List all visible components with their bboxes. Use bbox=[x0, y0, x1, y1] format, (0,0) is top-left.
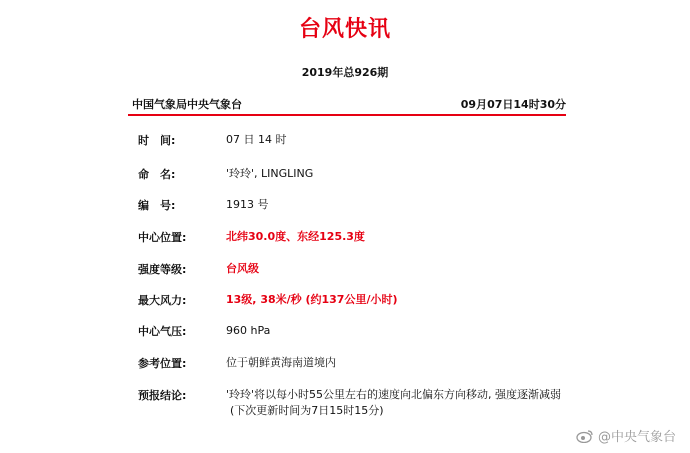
row-value: 1913 号 bbox=[226, 198, 269, 211]
row-label: 中心位置: bbox=[138, 231, 187, 244]
row-value: '玲玲', LINGLING bbox=[226, 167, 314, 180]
row-value: 13级, 38米/秒 (约137公里/小时) bbox=[226, 293, 398, 306]
issue-time: 09月07日14时30分 bbox=[460, 98, 566, 111]
agency-name: 中国气象局中央气象台 bbox=[132, 98, 242, 111]
next-update-note: (下次更新时间为7日15时15分) bbox=[230, 404, 384, 417]
forecast-text: '玲玲'将以每小时55公里左右的速度向北偏东方向移动, 强度逐渐减弱 bbox=[226, 388, 562, 401]
page-title: 台风快讯 bbox=[298, 17, 391, 42]
row-label: 命 名: bbox=[138, 168, 176, 181]
row-value: 07 日 14 时 bbox=[226, 133, 287, 146]
row-label: 强度等级: bbox=[138, 263, 187, 276]
watermark-text: @中央气象台 bbox=[597, 430, 676, 445]
header-divider bbox=[128, 114, 566, 116]
row-label: 时 间: bbox=[138, 134, 176, 147]
row-value: 960 hPa bbox=[226, 324, 271, 337]
issue-number: 2019年总926期 bbox=[301, 66, 389, 79]
row-label: 最大风力: bbox=[138, 294, 187, 307]
row-label: 中心气压: bbox=[138, 325, 187, 338]
row-value: 北纬30.0度、东经125.3度 bbox=[226, 230, 365, 243]
row-label: 预报结论: bbox=[138, 389, 187, 402]
row-value: 位于朝鲜黄海南道境内 bbox=[226, 356, 336, 369]
weibo-icon bbox=[576, 429, 594, 443]
row-value: 台风级 bbox=[226, 262, 259, 275]
watermark bbox=[576, 426, 676, 445]
row-value-block bbox=[226, 387, 568, 419]
row-label: 参考位置: bbox=[138, 357, 187, 370]
row-label: 编 号: bbox=[138, 199, 176, 212]
